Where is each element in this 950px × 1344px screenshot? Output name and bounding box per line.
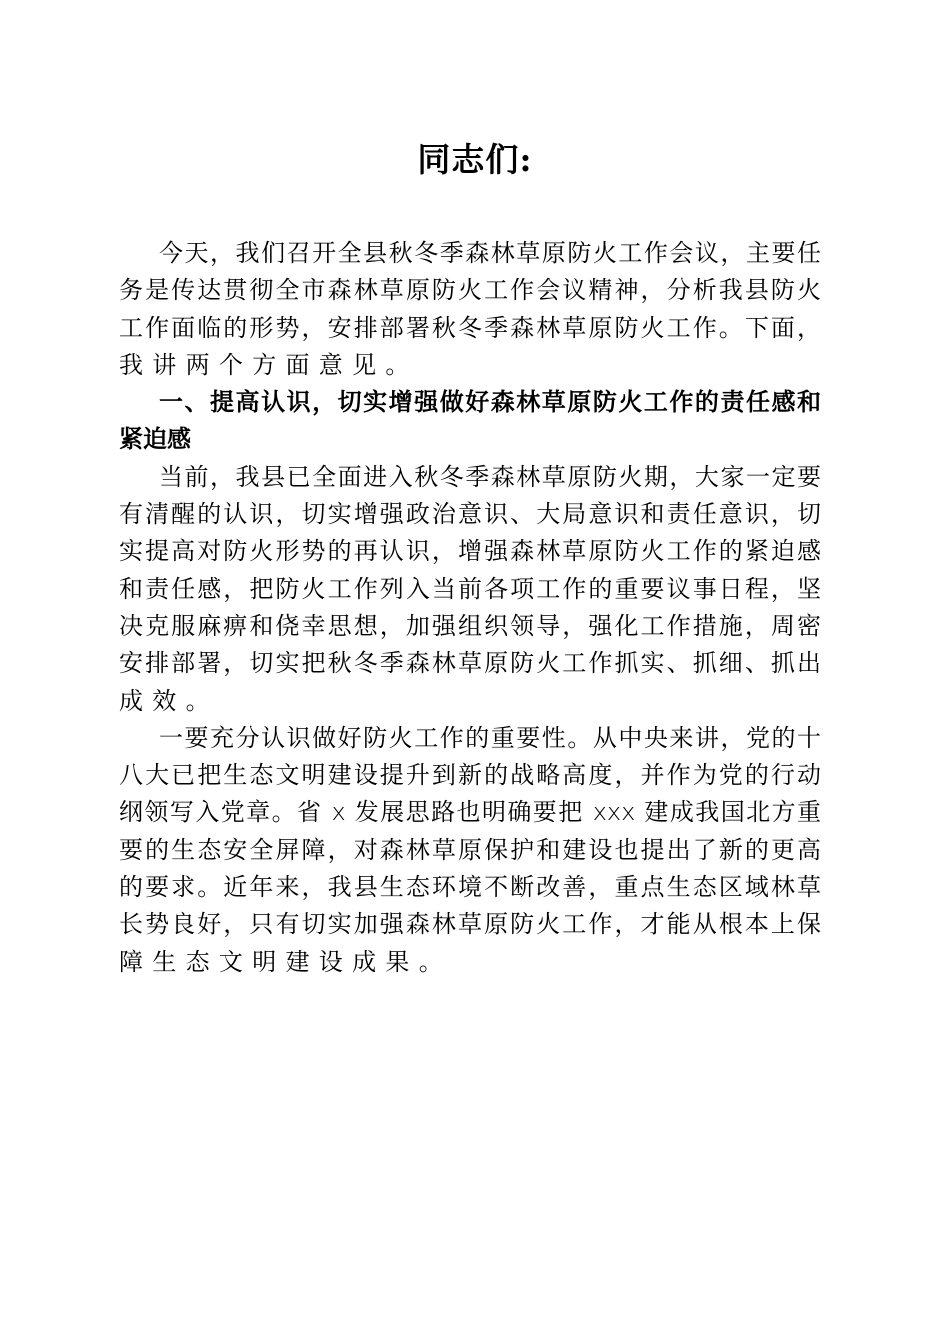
text-line: 和责任感，把防火工作列入当前各项工作的重要议事日程，坚 bbox=[119, 574, 821, 603]
text-line: 成效。 bbox=[119, 686, 219, 715]
text-line: 工作面临的形势，安排部署秋冬季森林草原防火工作。下面， bbox=[119, 313, 821, 342]
text-line: 安排部署，切实把秋冬季森林草原防火工作抓实、抓细、抓出 bbox=[119, 649, 821, 678]
text-line: 当前，我县已全面进入秋冬季森林草原防火期，大家一定要 bbox=[159, 462, 821, 491]
text-line: 有清醒的认识，切实增强政治意识、大局意识和责任意识，切 bbox=[119, 500, 821, 529]
paragraph-importance bbox=[119, 720, 821, 981]
text-line: 务是传达贯彻全市森林草原防火工作会议精神，分析我县防火 bbox=[119, 276, 821, 305]
paragraph-current-situation bbox=[119, 459, 821, 720]
text-line: 障生态文明建设成果。 bbox=[119, 947, 452, 976]
text-line: 一要充分认识做好防火工作的重要性。从中央来讲，党的十 bbox=[159, 723, 821, 752]
document-title: 同志们: bbox=[417, 140, 533, 179]
text-line: 纲领写入党章。省 x 发展思路也明确要把 xxx 建成我国北方重 bbox=[119, 798, 821, 827]
paragraph-intro bbox=[119, 235, 821, 384]
document-body bbox=[119, 235, 821, 981]
heading-line: 紧迫感 bbox=[119, 425, 191, 454]
text-line: 要的生态安全屏障，对森林草原保护和建设也提出了新的更高 bbox=[119, 835, 821, 864]
heading-line: 一、提高认识，切实增强做好森林草原防火工作的责任感和 bbox=[159, 388, 821, 417]
text-line: 今天，我们召开全县秋冬季森林草原防火工作会议，主要任 bbox=[159, 239, 821, 267]
text-line: 八大已把生态文明建设提升到新的战略高度，并作为党的行动 bbox=[119, 761, 821, 790]
text-line: 实提高对防火形势的再认识，增强森林草原防火工作的紧迫感 bbox=[119, 537, 821, 566]
text-line: 决克服麻痹和侥幸思想，加强组织领导，强化工作措施，周密 bbox=[119, 611, 821, 640]
text-line: 我讲两个方面意见。 bbox=[119, 350, 419, 379]
text-line: 的要求。近年来，我县生态环境不断改善，重点生态区域林草 bbox=[119, 873, 821, 902]
text-line: 长势良好，只有切实加强森林草原防火工作，才能从根本上保 bbox=[119, 910, 821, 939]
section-heading bbox=[119, 384, 821, 459]
